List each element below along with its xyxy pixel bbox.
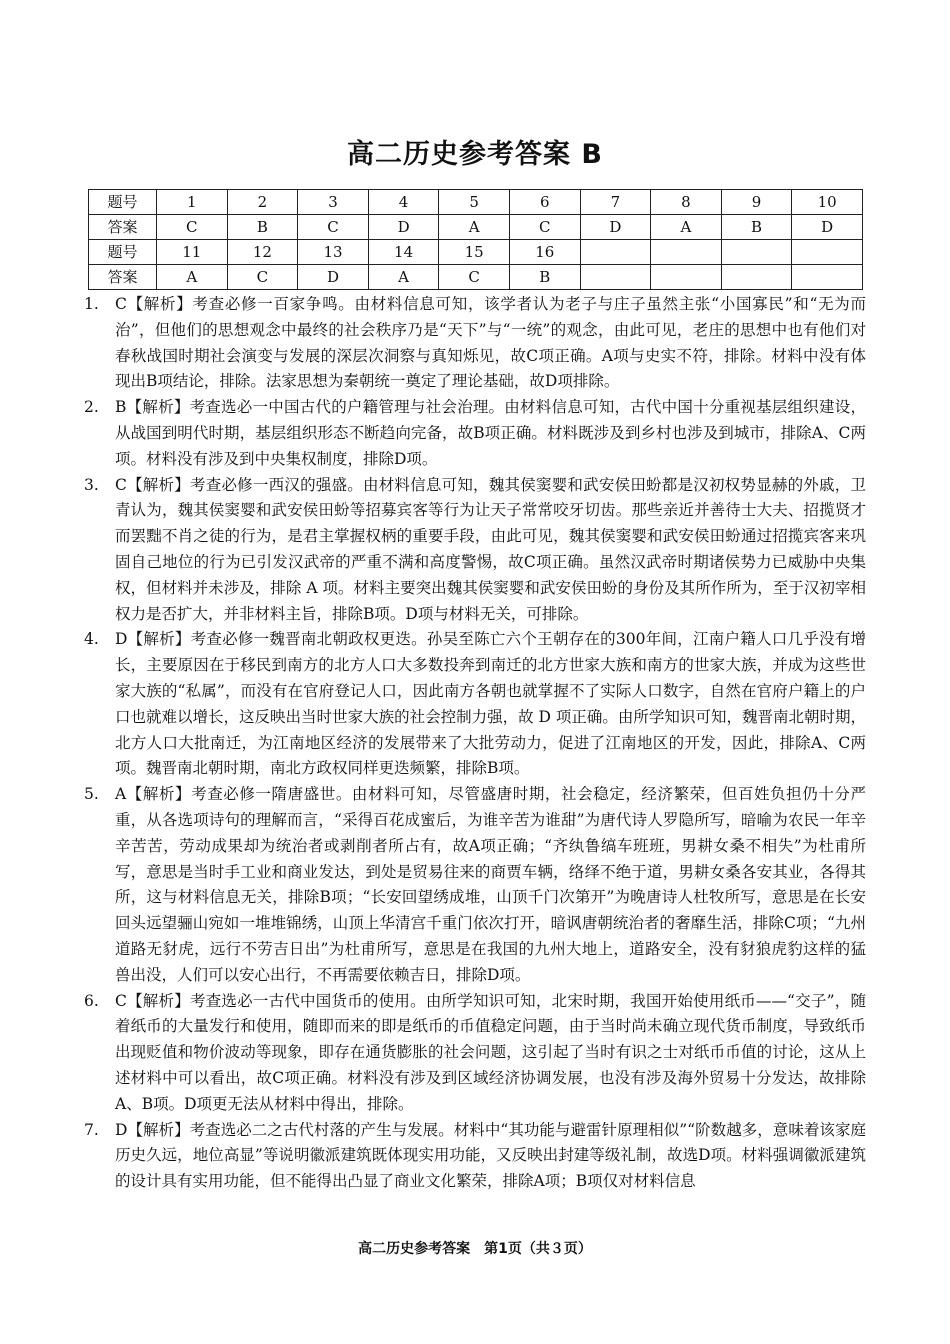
- answer-cell: [792, 240, 863, 265]
- answer-table-row: [89, 215, 863, 240]
- explanation-item: [84, 395, 866, 472]
- item-text: D【解析】考查必修一魏晋南北朝政权更迭。孙吴至陈亡六个王朝存在的300年间，江南户籍人口几乎没有增长，主要原因在于移民到南方的北方人口大多数投奔到南迁的北方世家大族和南方的世家大族，并成为这些世家大族的“私属”，而没有在官府登记人口，因此南方各朝也就掌握不了实际人口数字，自然在官府户籍上的户口也就难以增长，这反映出当时世家大族的社会控制力强，故 D 项正确。由所学知识可知，魏晋南北朝时期，北方人口大批南迁，为江南地区经济的发展带来了大批劳动力，促进了江南地区的开发，因此，排除A、C两项。魏晋南北朝时期，南北方政权同样更迭频繁，排除B项。: [115, 630, 866, 778]
- answer-cell: 1: [157, 190, 228, 215]
- item-number: 7.: [84, 1120, 99, 1139]
- answer-cell: C: [157, 215, 228, 240]
- item-number: 4.: [84, 630, 99, 649]
- item-number: 3.: [84, 475, 99, 494]
- explanation-list: [84, 292, 866, 1195]
- row-label: 题号: [89, 190, 157, 215]
- answer-cell: C: [227, 265, 298, 290]
- item-text: B【解析】考查选必一中国古代的户籍管理与社会治理。由材料信息可知，古代中国十分重视基层组织建设，从战国到明代时期，基层组织形态不断趋向完备，故B项正确。材料既涉及到乡村也涉及到城市，排除A、C两项。材料没有涉及到中央集权制度，排除D项。: [115, 398, 866, 468]
- answer-table-row: [89, 240, 863, 265]
- item-number: 5.: [84, 785, 99, 804]
- explanation-item: [84, 782, 866, 988]
- answer-cell: 15: [439, 240, 510, 265]
- item-text: C【解析】考查必修一西汉的强盛。由材料信息可知，魏其侯窦婴和武安侯田蚡都是汉初权势显赫的外戚，卫青认为，魏其侯窦婴和武安侯田蚡等招募宾客等行为让天子常常咬牙切齿。那些亲近并善待士大夫、招揽贤才而罢黜不肖之徒的行为，是君主掌握权柄的重要手段，由此可见，魏其侯窦婴和武安侯田蚡通过招揽宾客来巩固自己地位的行为已引发汉武帝的严重不满和高度警惕，故C项正确。虽然汉武帝时期诸侯势力已威胁中央集权，但材料并未涉及，排除 A 项。材料主要突出魏其侯窦婴和武安侯田蚡的身份及其所作所为，至于汉初宰相权力是否扩大，并非材料主旨，排除B项。D项与材料无关，可排除。: [115, 475, 866, 623]
- explanation-item: [84, 473, 866, 628]
- answer-cell: 2: [227, 190, 298, 215]
- answer-cell: A: [439, 215, 510, 240]
- answer-cell: 5: [439, 190, 510, 215]
- item-text: D【解析】考查选必二之古代村落的产生与发展。材料中“其功能与避雷针原理相似”“阶数越多，意味着该家庭历史久远，地位高显”等说明徽派建筑既体现实用功能，又反映出封建等级礼制，故选D项。材料强调徽派建筑的设计具有实用功能，但不能得出凸显了商业文化繁荣，排除A项；B项仅对材料信息: [115, 1120, 866, 1191]
- answer-cell: C: [439, 265, 510, 290]
- answer-cell: [721, 265, 792, 290]
- answer-cell: [651, 240, 722, 265]
- answer-cell: A: [368, 265, 439, 290]
- answer-table-row: [89, 190, 863, 215]
- answer-cell: [792, 265, 863, 290]
- answer-table: [88, 189, 863, 290]
- answer-cell: A: [157, 265, 228, 290]
- answer-cell: A: [651, 215, 722, 240]
- answer-cell: B: [227, 215, 298, 240]
- answer-cell: 7: [580, 190, 651, 215]
- item-text: C【解析】考查选必一古代中国货币的使用。由所学知识可知，北宋时期，我国开始使用纸币——“交子”，随着纸币的大量发行和使用，随即而来的即是纸币的币值稳定问题，由于当时尚未确立现代货币制度，导致纸币出现贬值和物价波动等现象，即存在通货膨胀的社会问题，这引起了当时有识之士对纸币币值的讨论，这从上述材料中可以看出，故C项正确。材料没有涉及到区域经济协调发展，也没有涉及海外贸易十分发达，故排除A、B项。D项更无法从材料中得出，排除。: [115, 991, 866, 1113]
- explanation-item: [84, 627, 866, 782]
- answer-cell: [651, 265, 722, 290]
- answer-cell: [580, 240, 651, 265]
- answer-cell: 9: [721, 190, 792, 215]
- answer-cell: 10: [792, 190, 863, 215]
- answer-cell: [721, 240, 792, 265]
- answer-cell: B: [721, 215, 792, 240]
- answer-cell: C: [298, 215, 369, 240]
- answer-cell: D: [298, 265, 369, 290]
- answer-cell: 8: [651, 190, 722, 215]
- answer-cell: 12: [227, 240, 298, 265]
- answer-cell: D: [580, 215, 651, 240]
- answer-cell: B: [509, 265, 580, 290]
- item-number: 2.: [84, 398, 99, 417]
- answer-cell: C: [509, 215, 580, 240]
- answer-cell: 4: [368, 190, 439, 215]
- answer-cell: 14: [368, 240, 439, 265]
- row-label: 题号: [89, 240, 157, 265]
- item-text: A【解析】考查必修一隋唐盛世。由材料可知，尽管盛唐时期，社会稳定，经济繁荣，但百姓负担仍十分严重，从各选项诗句的理解而言，“采得百花成蜜后，为谁辛苦为谁甜”为唐代诗人罗隐所写，暗喻为农民一年辛辛苦苦，劳动成果却为统治者或剥削者所占有，故A项正确；“齐纨鲁缟车班班，男耕女桑不相失”为杜甫所写，意思是当时手工业和商业发达，到处是贸易往来的商贾车辆，络绎不绝于道，男耕女桑各安其业，各得其所，这与材料信息无关，排除B项；“长安回望绣成堆，山顶千门次第开”为晚唐诗人杜牧所写，意思是在长安回头远望骊山宛如一堆堆锦绣，山顶上华清宫千重门依次打开，暗讽唐朝统治者的奢靡生活，排除C项；“九州道路无豺虎，远行不劳吉日出”为杜甫所写，意思是在我国的九州大地上，道路安全，没有豺狼虎豹这样的猛兽出没，人们可以安心出行，不再需要依赖吉日，排除D项。: [115, 785, 866, 984]
- item-number: 6.: [84, 991, 99, 1010]
- page-title: 高二历史参考答案 B: [347, 139, 603, 170]
- answer-cell: 16: [509, 240, 580, 265]
- page-footer: 高二历史参考答案 第1页（共３页）: [358, 1241, 592, 1257]
- answer-table-row: [89, 265, 863, 290]
- explanation-item: [84, 989, 866, 1118]
- row-label: 答案: [89, 215, 157, 240]
- row-label: 答案: [89, 265, 157, 290]
- explanation-item: [84, 292, 866, 395]
- answer-cell: D: [368, 215, 439, 240]
- answer-cell: 13: [298, 240, 369, 265]
- answer-cell: D: [792, 215, 863, 240]
- answer-cell: 3: [298, 190, 369, 215]
- item-number: 1.: [84, 295, 99, 313]
- explanation-item: [84, 1118, 866, 1195]
- item-text: C【解析】考查必修一百家争鸣。由材料信息可知，该学者认为老子与庄子虽然主张“小国寡民”和“无为而治”，但他们的思想观念中最终的社会秩序乃是“天下”与“一统”的观念，由此可见，老庄的思想中也有他们对春秋战国时期社会演变与发展的深层次洞察与真知烁见，故C项正确。A项与史实不符，排除。材料中没有体现出B项结论，排除。法家思想为秦朝统一奠定了理论基础，故D项排除。: [115, 295, 866, 391]
- answer-cell: 6: [509, 190, 580, 215]
- answer-cell: [580, 265, 651, 290]
- answer-cell: 11: [157, 240, 228, 265]
